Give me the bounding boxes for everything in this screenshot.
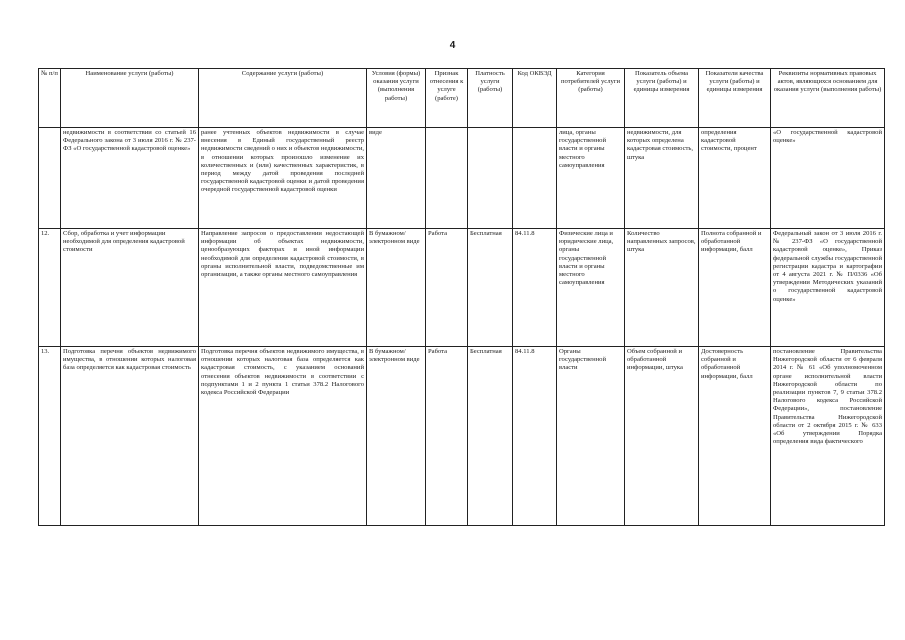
cell-quality: Полнота собранной и обработанной информации, балл (699, 229, 771, 347)
cell-category: Органы государственной власти (557, 347, 625, 526)
table-header-row (39, 69, 885, 128)
cell-paid: Бесплатная (468, 229, 513, 347)
cell-okved (513, 128, 557, 229)
header-quality: Показатели качества услуги (работы) и единицы измерения (699, 69, 771, 128)
header-conditions: Условия (формы) оказания услуги (выполнения работы) (367, 69, 426, 128)
cell-category: лица, органы государственной власти и органы местного самоуправления (557, 128, 625, 229)
header-sign: Признак отнесения к услуге (работе) (426, 69, 468, 128)
header-volume: Показатель объема услуги (работы) и единицы измерения (625, 69, 699, 128)
cell-volume: Объем собранной и обработанной информации, штука (625, 347, 699, 526)
cell-quality: Достоверность собранной и обработанной информации, балл (699, 347, 771, 526)
cell-volume: Количество направленных запросов, штука (625, 229, 699, 347)
cell-okved: 84.11.8 (513, 347, 557, 526)
page-number: 4 (449, 40, 456, 51)
services-table (38, 68, 885, 526)
header-paid: Платность услуги (работы) (468, 69, 513, 128)
cell-quality: определения кадастровой стоимости, процент (699, 128, 771, 229)
cell-content: Подготовка перечня объектов недвижимого имущества, в отношении которых налоговая база определяется как кадастровая стоимость, с указанием оснований отнесения объектов недвижимости в соответствии с подпунктами 1 и 2 пункта 1 статьи 378.2 Налогового кодекса Российской Федерации (199, 347, 367, 526)
cell-sign: Работа (426, 229, 468, 347)
table-row (39, 128, 885, 229)
table-row (39, 229, 885, 347)
header-num: № п/п (39, 69, 61, 128)
cell-requisites: «О государственной кадастровой оценке» (771, 128, 885, 229)
cell-paid (468, 128, 513, 229)
cell-name: недвижимости в соответствии со статьей 16 Федерального закона от 3 июля 2016 г. № 237-ФЗ «О государственной кадастровой оценке» (61, 128, 199, 229)
cell-requisites: постановление Правительства Нижегородской области от 6 февраля 2014 г. № 61 «Об уполномоченном органе исполнительной власти Нижегородской области по реализации пунктов 7, 9 статьи 378.2 Налогового кодекса Российской Федерации», постановление Правительства Нижегородской области от 2 октября 2015 г. № 633 «Об утверждении Порядка определения вида фактического (771, 347, 885, 526)
cell-sign: Работа (426, 347, 468, 526)
header-name: Наименование услуги (работы) (61, 69, 199, 128)
cell-volume: недвижимости, для которых определена кадастровая стоимость, штука (625, 128, 699, 229)
cell-num: 12. (39, 229, 61, 347)
header-okved: Код ОКВЭД (513, 69, 557, 128)
table-row (39, 347, 885, 526)
cell-content: Направление запросов о предоставлении недостающей информации об объектах недвижимости, ценообразующих факторах и иной информации необходимой для определения кадастровой стоимости, в органы исполнительной власти, подведомственные им организации, а также органы местного самоуправления (199, 229, 367, 347)
header-category: Категория потребителей услуги (работы) (557, 69, 625, 128)
cell-okved: 84.11.8 (513, 229, 557, 347)
cell-num: 13. (39, 347, 61, 526)
cell-conditions: виде (367, 128, 426, 229)
header-content: Содержание услуги (работы) (199, 69, 367, 128)
cell-sign (426, 128, 468, 229)
cell-name: Сбор, обработка и учет информации необходимой для определения кадастровой стоимости (61, 229, 199, 347)
cell-num (39, 128, 61, 229)
cell-requisites: Федеральный закон от 3 июля 2016 г. № 237-ФЗ «О государственной кадастровой оценке», Приказ федеральной службы государственной регистрации кадастра и картографии от 4 августа 2021 г. № П/0336 «Об утверждении Методических указаний о государственной кадастровой оценке» (771, 229, 885, 347)
cell-conditions: В бумажном/ электронном виде (367, 347, 426, 526)
cell-content: ранее учтенных объектов недвижимости в случае внесения в Единый государственный реестр недвижимости сведений о них и объектов недвижимости, в отношении которых произошло изменение их количественных и (или) качественных характеристик, в период между датой проведения последней государственной кадастровой оценки и датой проведения очередной государственной кадастровой оценки (199, 128, 367, 229)
cell-category: Физические лица и юридические лица, органы государственной власти и органы местного самоуправления (557, 229, 625, 347)
header-requisites: Реквизиты нормативных правовых актов, являющихся основанием для оказания услуги (выполнения работы) (771, 69, 885, 128)
cell-paid: Бесплатная (468, 347, 513, 526)
cell-name: Подготовка перечня объектов недвижимого имущества, в отношении которых налоговая база определяется как кадастровая стоимость (61, 347, 199, 526)
cell-conditions: В бумажном/ электронном виде (367, 229, 426, 347)
